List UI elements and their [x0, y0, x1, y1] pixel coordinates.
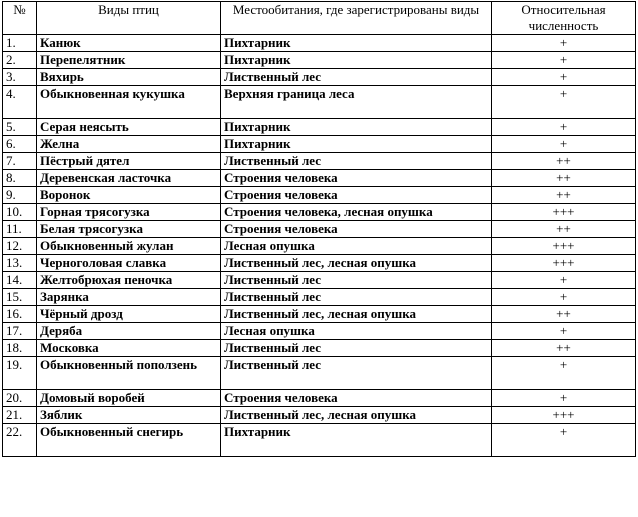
table-row — [3, 153, 636, 170]
habitat-cell: Строения человека — [221, 187, 492, 204]
row-number: 17. — [3, 323, 37, 340]
abundance-cell: ++ — [492, 221, 636, 238]
birds-table — [2, 1, 636, 457]
table-row — [3, 170, 636, 187]
abundance-cell: + — [492, 289, 636, 306]
habitat-cell: Строения человека — [221, 390, 492, 407]
abundance-cell: + — [492, 119, 636, 136]
habitat-cell: Лесная опушка — [221, 323, 492, 340]
species-name: Белая трясогузка — [37, 221, 221, 238]
species-name: Зяблик — [37, 407, 221, 424]
abundance-cell: + — [492, 136, 636, 153]
row-number: 13. — [3, 255, 37, 272]
species-name: Зарянка — [37, 289, 221, 306]
habitat-cell: Верхняя граница леса — [221, 86, 492, 119]
table-row — [3, 255, 636, 272]
row-number: 7. — [3, 153, 37, 170]
row-number: 18. — [3, 340, 37, 357]
abundance-cell: + — [492, 390, 636, 407]
species-name: Московка — [37, 340, 221, 357]
header-habitat: Местообитания, где зарегистрированы виды — [221, 2, 492, 35]
habitat-cell: Строения человека, лесная опушка — [221, 204, 492, 221]
row-number: 4. — [3, 86, 37, 119]
table-row — [3, 119, 636, 136]
abundance-cell: +++ — [492, 204, 636, 221]
table-row — [3, 221, 636, 238]
abundance-cell: + — [492, 323, 636, 340]
abundance-cell: + — [492, 52, 636, 69]
species-name: Серая неясыть — [37, 119, 221, 136]
abundance-cell: +++ — [492, 407, 636, 424]
abundance-cell: + — [492, 86, 636, 119]
species-name: Черноголовая славка — [37, 255, 221, 272]
species-name: Обыкновенный поползень — [37, 357, 221, 390]
table-row — [3, 52, 636, 69]
abundance-cell: + — [492, 272, 636, 289]
table-row — [3, 289, 636, 306]
row-number: 15. — [3, 289, 37, 306]
table-row — [3, 69, 636, 86]
table-row — [3, 187, 636, 204]
row-number: 5. — [3, 119, 37, 136]
row-number: 22. — [3, 424, 37, 457]
abundance-cell: + — [492, 357, 636, 390]
table-row — [3, 35, 636, 52]
species-name: Горная трясогузка — [37, 204, 221, 221]
table-row — [3, 390, 636, 407]
row-number: 21. — [3, 407, 37, 424]
row-number: 16. — [3, 306, 37, 323]
species-name: Чёрный дрозд — [37, 306, 221, 323]
species-name: Обыкновенный снегирь — [37, 424, 221, 457]
abundance-cell: + — [492, 69, 636, 86]
species-name: Желна — [37, 136, 221, 153]
habitat-cell: Лиственный лес, лесная опушка — [221, 407, 492, 424]
habitat-cell: Пихтарник — [221, 424, 492, 457]
species-name: Воронок — [37, 187, 221, 204]
species-name: Вяхирь — [37, 69, 221, 86]
table-row — [3, 86, 636, 119]
header-row — [3, 2, 636, 35]
habitat-cell: Строения человека — [221, 170, 492, 187]
abundance-cell: ++ — [492, 170, 636, 187]
habitat-cell: Лиственный лес — [221, 340, 492, 357]
row-number: 20. — [3, 390, 37, 407]
row-number: 8. — [3, 170, 37, 187]
row-number: 1. — [3, 35, 37, 52]
table-row — [3, 238, 636, 255]
species-name: Обыкновенный жулан — [37, 238, 221, 255]
species-name: Пёстрый дятел — [37, 153, 221, 170]
habitat-cell: Пихтарник — [221, 35, 492, 52]
table-row — [3, 306, 636, 323]
row-number: 14. — [3, 272, 37, 289]
species-name: Перепелятник — [37, 52, 221, 69]
row-number: 12. — [3, 238, 37, 255]
abundance-cell: + — [492, 35, 636, 52]
habitat-cell: Лиственный лес — [221, 153, 492, 170]
header-species: Виды птиц — [37, 2, 221, 35]
table-body — [3, 35, 636, 457]
habitat-cell: Лиственный лес, лесная опушка — [221, 306, 492, 323]
habitat-cell: Лесная опушка — [221, 238, 492, 255]
row-number: 9. — [3, 187, 37, 204]
abundance-cell: +++ — [492, 238, 636, 255]
table-row — [3, 136, 636, 153]
table-row — [3, 272, 636, 289]
habitat-cell: Строения человека — [221, 221, 492, 238]
habitat-cell: Лиственный лес — [221, 289, 492, 306]
habitat-cell: Пихтарник — [221, 52, 492, 69]
row-number: 3. — [3, 69, 37, 86]
habitat-cell: Пихтарник — [221, 136, 492, 153]
table-row — [3, 340, 636, 357]
habitat-cell: Пихтарник — [221, 119, 492, 136]
habitat-cell: Лиственный лес, лесная опушка — [221, 255, 492, 272]
table-row — [3, 204, 636, 221]
header-number: № — [3, 2, 37, 35]
header-abundance: Относительная численность — [492, 2, 636, 35]
abundance-cell: ++ — [492, 187, 636, 204]
habitat-cell: Лиственный лес — [221, 357, 492, 390]
row-number: 10. — [3, 204, 37, 221]
abundance-cell: ++ — [492, 306, 636, 323]
table-row — [3, 357, 636, 390]
species-name: Домовый воробей — [37, 390, 221, 407]
species-name: Деряба — [37, 323, 221, 340]
row-number: 19. — [3, 357, 37, 390]
abundance-cell: + — [492, 424, 636, 457]
row-number: 6. — [3, 136, 37, 153]
table-row — [3, 424, 636, 457]
table-row — [3, 323, 636, 340]
species-name: Канюк — [37, 35, 221, 52]
row-number: 2. — [3, 52, 37, 69]
abundance-cell: ++ — [492, 153, 636, 170]
abundance-cell: ++ — [492, 340, 636, 357]
species-name: Обыкновенная кукушка — [37, 86, 221, 119]
habitat-cell: Лиственный лес — [221, 69, 492, 86]
species-name: Желтобрюхая пеночка — [37, 272, 221, 289]
species-name: Деревенская ласточка — [37, 170, 221, 187]
table-row — [3, 407, 636, 424]
abundance-cell: +++ — [492, 255, 636, 272]
habitat-cell: Лиственный лес — [221, 272, 492, 289]
row-number: 11. — [3, 221, 37, 238]
